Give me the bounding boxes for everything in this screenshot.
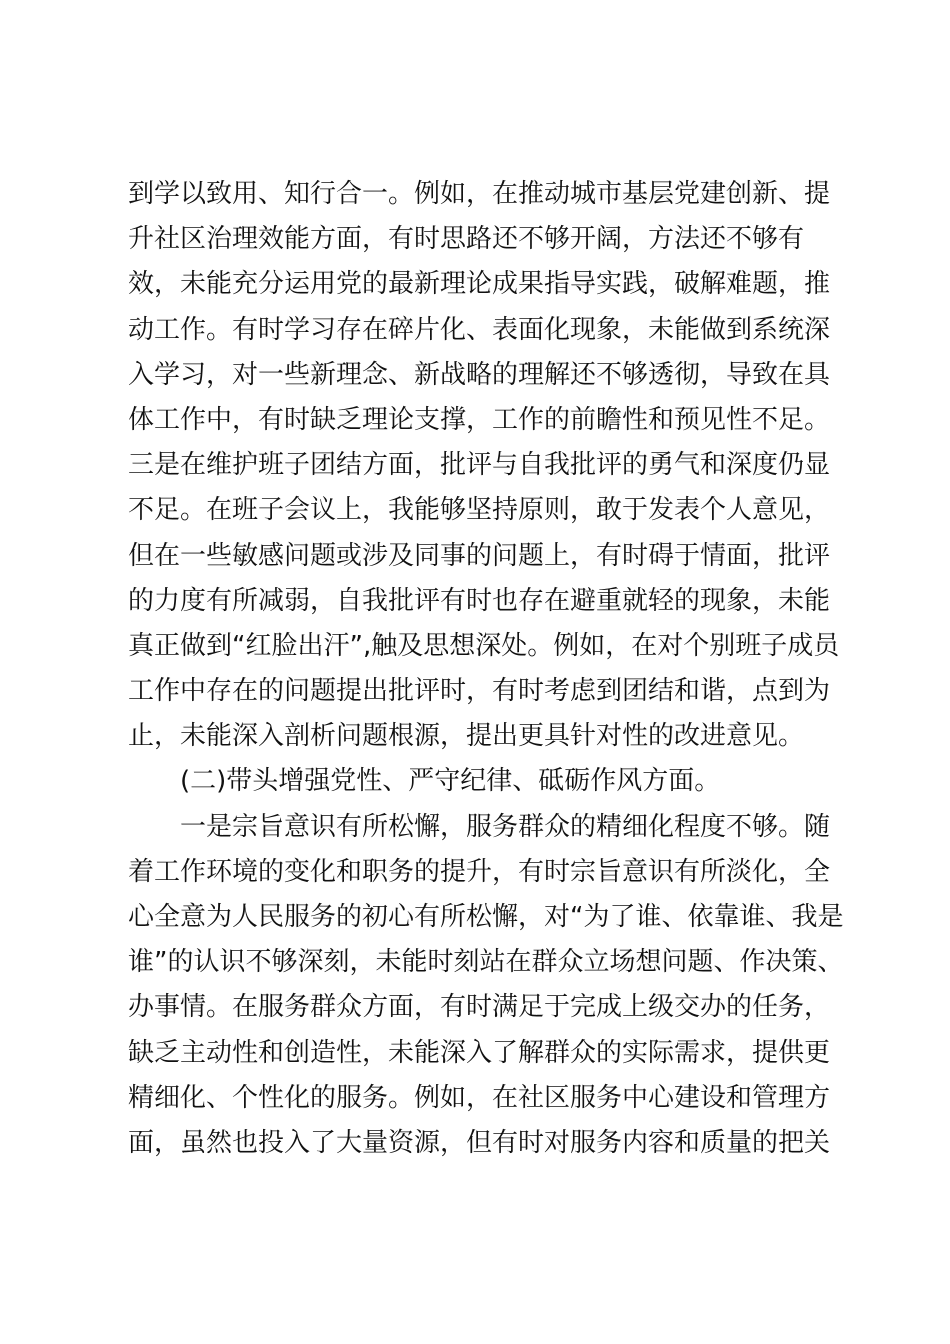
text-line: 效，未能充分运用党的最新理论成果指导实践，破解难题，推	[128, 269, 831, 300]
text-line: 止，未能深入剖析问题根源，提出更具针对性的改进意见。	[128, 721, 805, 752]
text-line: 三是在维护班子团结方面，批评与自我批评的勇气和深度仍显	[128, 450, 831, 481]
text-line: 动工作。有时学习存在碎片化、表面化现象，未能做到系统深	[128, 314, 831, 345]
text-line: 办事情。在服务群众方面，有时满足于完成上级交办的任务，	[128, 992, 831, 1023]
text-line: 入学习，对一些新理念、新战略的理解还不够透彻，导致在具	[128, 359, 831, 390]
text-line: 工作中存在的问题提出批评时，有时考虑到团结和谐，点到为	[128, 676, 831, 707]
text-line: 但在一些敏感问题或涉及同事的问题上，有时碍于情面，批评	[128, 540, 831, 571]
text-line: 精细化、个性化的服务。例如，在社区服务中心建设和管理方	[128, 1082, 831, 1113]
text-line: 的力度有所减弱，自我批评有时也存在避重就轻的现象，未能	[128, 585, 831, 616]
text-line: 真正做到“红脸出汗”,触及思想深处。例如，在对个别班子成员	[128, 630, 840, 661]
text-line: 谁”的认识不够深刻，未能时刻站在群众立场想问题、作决策、	[128, 947, 844, 978]
text-line: 缺乏主动性和创造性，未能深入了解群众的实际需求，提供更	[128, 1037, 831, 1068]
text-line: 到学以致用、知行合一。例如，在推动城市基层党建创新、提	[128, 179, 831, 209]
text-line: 不足。在班子会议上，我能够坚持原则，敢于发表个人意见，	[128, 495, 831, 526]
text-line: 面，虽然也投入了大量资源，但有时对服务内容和质量的把关	[128, 1127, 831, 1158]
text-line: 体工作中，有时缺乏理论支撑，工作的前瞻性和预见性不足。	[128, 404, 831, 435]
document-body	[128, 172, 844, 1166]
text-line: 升社区治理效能方面，有时思路还不够开阔，方法还不够有	[128, 224, 805, 255]
section-heading: (二)带头增强党性、严守纪律、砥砺作风方面。	[180, 766, 721, 797]
text-line: 着工作环境的变化和职务的提升，有时宗旨意识有所淡化，全	[128, 856, 831, 887]
text-line: 心全意为人民服务的初心有所松懈，对“为了谁、依靠谁、我是	[128, 902, 844, 932]
paragraph-start-line: 一是宗旨意识有所松懈，服务群众的精细化程度不够。随	[180, 811, 831, 842]
